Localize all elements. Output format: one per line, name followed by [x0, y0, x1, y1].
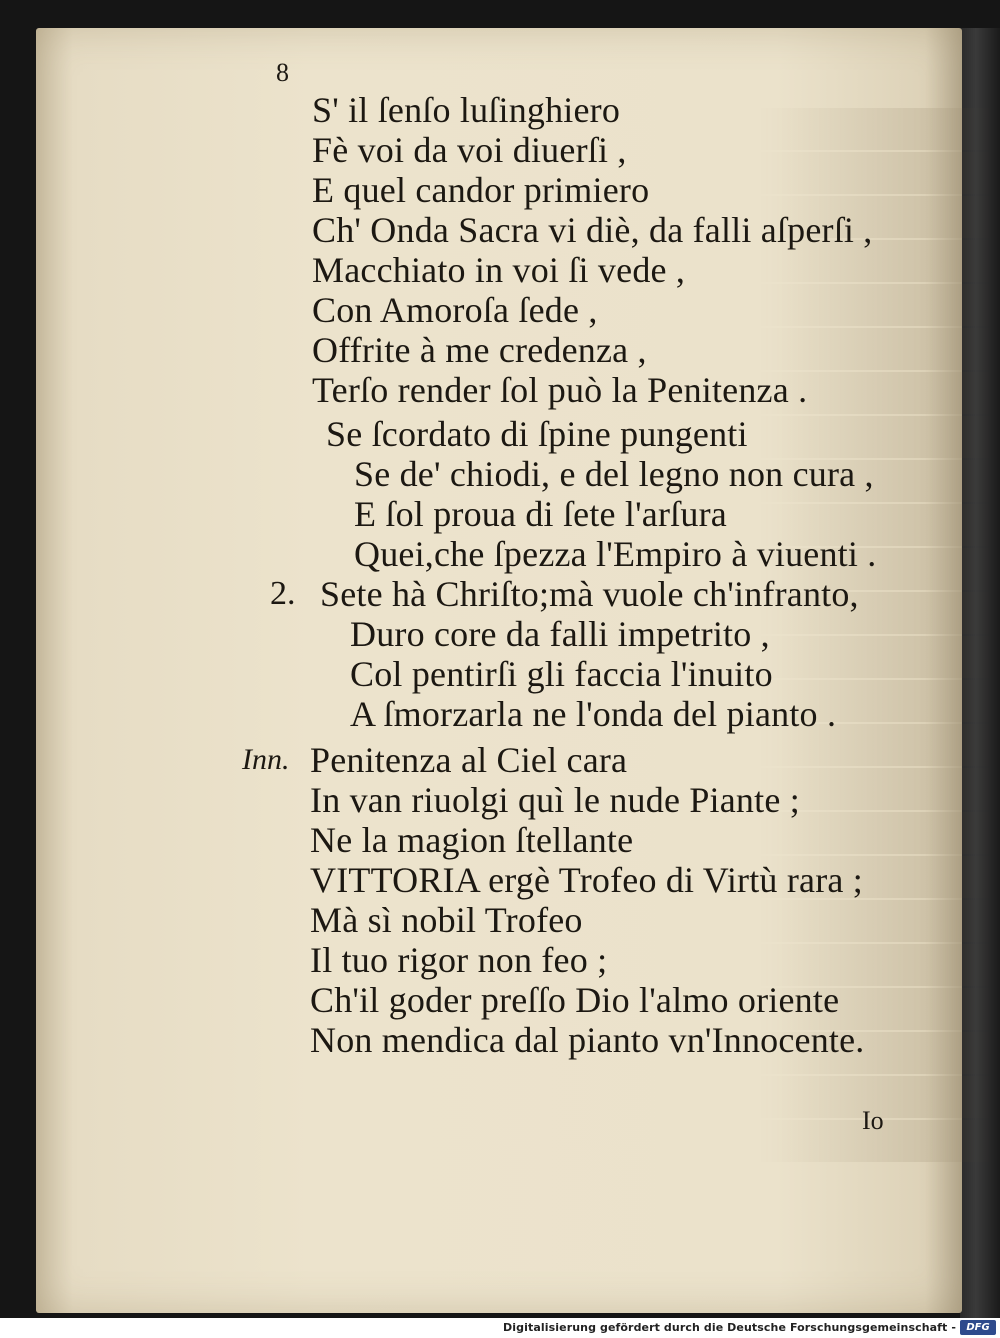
- verse-line: Ch' Onda Sacra vi diè, da falli aſperſi ,: [312, 210, 873, 250]
- speaker-label: Inn.: [242, 743, 290, 776]
- verse-line: E ſol proua di ſete l'arſura: [354, 494, 727, 534]
- verse-line: Penitenza al Ciel cara: [310, 740, 628, 780]
- verse-line: Se ſcordato di ſpine pungenti: [326, 414, 748, 454]
- page-number: 8: [276, 58, 289, 87]
- verse-line: Quei,che ſpezza l'Empiro à viuenti .: [354, 534, 877, 574]
- verse-line: Non mendica dal pianto vn'Innocente.: [310, 1020, 865, 1060]
- verse-line: Se de' chiodi, e del legno non cura ,: [354, 454, 874, 494]
- verse-line: Terſo render ſol può la Penitenza .: [312, 370, 808, 410]
- verse-line: Duro core da falli impetrito ,: [350, 614, 770, 654]
- verse-line: Con Amoroſa ſede ,: [312, 290, 598, 330]
- dfg-logo-icon: DFG: [960, 1320, 996, 1335]
- stanza-number: 2.: [270, 575, 296, 612]
- verse-line: E quel candor primiero: [312, 170, 650, 210]
- verse-line: In van riuolgi quì le nude Piante ;: [310, 780, 800, 820]
- verse-line: Il tuo rigor non feo ;: [310, 940, 608, 980]
- verse-line: Macchiato in voi ſi vede ,: [312, 250, 686, 290]
- footer-bar: [0, 1318, 1000, 1338]
- verse-line: Col pentirſi gli faccia l'inuito: [350, 654, 773, 694]
- catchword: Io: [862, 1106, 884, 1135]
- verse-line: Sete hà Chriſto;mà vuole ch'infranto,: [320, 574, 859, 614]
- verse-line: VITTORIA ergè Trofeo di Virtù rara ;: [310, 860, 863, 900]
- verse-line: S' il ſenſo luſinghiero: [312, 90, 621, 130]
- verse-line: Offrite à me credenza ,: [312, 330, 647, 370]
- verse-line: Ne la magion ſtellante: [310, 820, 634, 860]
- book-page: [36, 28, 962, 1313]
- verse-line: Mà sì nobil Trofeo: [310, 900, 583, 940]
- funding-credit: Digitalisierung gefördert durch die Deutsche Forschungsgemeinschaft -: [503, 1321, 956, 1334]
- verse-line: Ch'il goder preſſo Dio l'almo oriente: [310, 980, 840, 1020]
- verse-line: Fè voi da voi diuerſi ,: [312, 130, 627, 170]
- verse-line: A ſmorzarla ne l'onda del pianto .: [350, 694, 837, 734]
- page-text: [36, 28, 962, 1313]
